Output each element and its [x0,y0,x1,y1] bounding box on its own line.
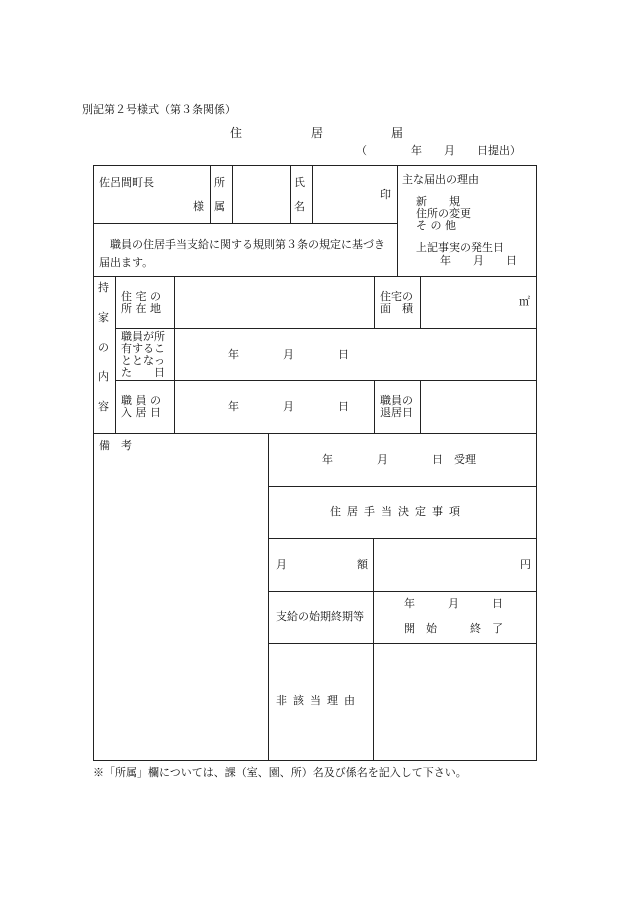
reason-other[interactable]: そ の 他 [416,219,456,232]
decision-title: 住居手当決定事項 [330,505,466,518]
non-applicable-label: 非該当理由 [276,694,361,707]
reason-address-change[interactable]: 住所の変更 [416,207,471,220]
side-label-1: 持 [98,281,109,294]
movein-date-field[interactable]: 年 月 日 [228,400,349,413]
moveout-field[interactable] [421,381,535,432]
side-label-3: の [98,341,109,354]
rule [268,433,269,760]
rule [93,760,537,761]
rule [210,165,211,223]
address-field[interactable] [175,277,373,327]
title-char-2: 居 [311,126,324,140]
period-start-end: 開 始 終 了 [404,622,503,635]
rule [268,486,536,487]
area-unit: ㎡ [519,295,530,308]
address-label: 住 宅 の 所 在 地 [121,290,161,315]
side-label-4: 内 [98,370,109,383]
title-char-3: 届 [391,126,404,140]
rule [268,538,536,539]
period-label: 支給の始期終期等 [276,610,364,623]
occurrence-label: 上記事実の発生日 [416,241,504,254]
reason-new[interactable]: 新 規 [416,195,460,208]
occurrence-date[interactable]: 年 月 日 [440,254,517,267]
reason-title: 主な届出の理由 [402,173,479,186]
own-date-label: 職員が所 有するこ ととなっ た 日 [121,330,165,379]
name-label-1: 氏 [294,176,305,189]
own-date-field[interactable]: 年 月 日 [228,348,349,361]
remarks-field[interactable] [94,456,267,759]
monthly-label-2: 額 [357,558,368,571]
rule [397,165,398,276]
dept-field[interactable] [233,166,289,222]
name-label-2: 名 [294,200,305,213]
rule [93,433,537,434]
rule [374,276,375,328]
period-date: 年 月 日 [404,597,503,610]
yen-unit: 円 [520,558,531,571]
seal-mark: 印 [380,188,391,201]
rule [115,276,116,433]
title-char-1: 住 [230,126,243,140]
form-number: 別記第２号様式（第３条関係） [82,103,236,116]
rule [115,328,536,329]
rule [268,591,536,592]
remarks-label: 備 考 [99,439,132,452]
addressee-label: 佐呂間町長 [99,176,154,189]
non-applicable-field[interactable] [374,644,535,759]
dept-label-2: 属 [214,200,225,213]
moveout-label: 職員の 退居日 [380,394,413,419]
rule [93,223,397,224]
rule [290,165,291,223]
rule [374,380,375,433]
dept-label-1: 所 [214,176,225,189]
footnote: ※「所属」欄については、課（室、園、所）名及び係名を記入して下さい。 [93,766,467,779]
received-date: 年 月 日 受理 [322,453,476,466]
side-label-2: 家 [98,311,109,324]
side-label-5: 容 [98,400,109,413]
movein-label: 職 員 の 入 居 日 [121,394,161,419]
monthly-label: 月 [276,558,287,571]
submission-date-line: （ 年 月 日提出） [356,144,521,157]
area-label: 住宅の 面 積 [380,290,413,315]
rule [420,276,421,328]
rule [536,165,537,761]
sama-label: 様 [193,200,204,213]
declaration-text: 職員の住居手当支給に関する規則第３条の規定に基づき届出ます。 [99,238,385,269]
